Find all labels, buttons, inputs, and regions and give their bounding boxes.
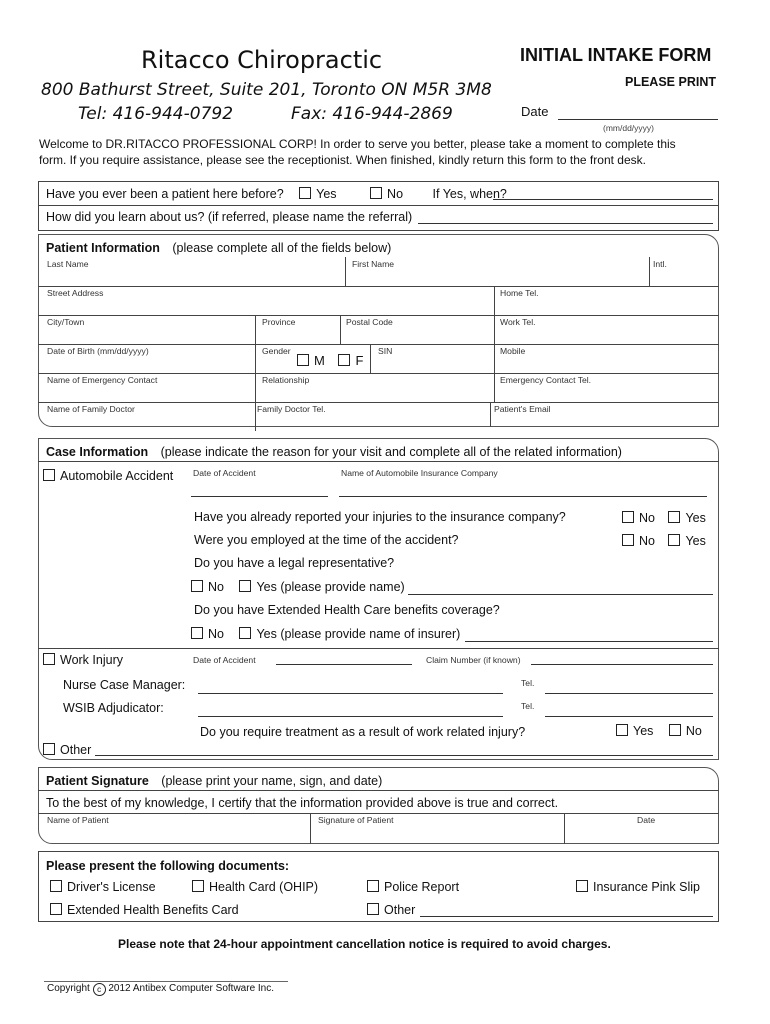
health-card-label: Health Card (OHIP)	[209, 880, 319, 894]
dob-label: Date of Birth (mm/dd/yyyy)	[47, 346, 149, 356]
mobile-label: Mobile	[500, 346, 526, 356]
family-doctor-tel-label: Family Doctor Tel.	[257, 404, 326, 414]
company-tel: Tel: 416-944-0792	[78, 104, 234, 124]
yes-provide-name-label: Yes (please provide name)	[256, 580, 405, 594]
nurse-tel-label: Tel.	[521, 678, 535, 688]
date-label: Date	[521, 104, 549, 119]
reported-yes-checkbox[interactable]	[668, 511, 680, 523]
case-info-heading	[46, 445, 622, 459]
patient-info-title: Patient Information	[46, 241, 160, 255]
intro-row-1	[46, 187, 507, 201]
no-label: No	[208, 627, 224, 641]
doc-other-field[interactable]	[420, 916, 713, 917]
doc-other-checkbox[interactable]	[367, 903, 379, 915]
certify-statement: To the best of my knowledge, I certify that the information provided above is true and correct.	[46, 796, 559, 810]
gender-label: Gender	[262, 346, 291, 356]
copyright-text: 2012 Antibex Computer Software Inc.	[108, 983, 275, 994]
signature-heading	[46, 774, 382, 788]
sin-label: SIN	[378, 346, 393, 356]
date-hint: (mm/dd/yyyy)	[603, 123, 654, 133]
yes-label: Yes	[633, 724, 654, 738]
welcome-line-2: form. If you require assistance, please see the receptionist. When finished, kindly return this form to the front desk.	[39, 153, 646, 167]
patient-signature-label: Signature of Patient	[318, 815, 394, 825]
legal-yes-checkbox[interactable]	[239, 580, 251, 592]
relationship-label: Relationship	[262, 375, 310, 385]
treatment-yes-checkbox[interactable]	[616, 724, 628, 736]
employed-question: Were you employed at the time of the accident?	[194, 533, 459, 547]
previous-patient-yes-checkbox[interactable]	[299, 187, 311, 199]
ehc-no-checkbox[interactable]	[191, 627, 203, 639]
auto-accident-label: Automobile Accident	[60, 469, 174, 483]
ehb-card-label: Extended Health Benefits Card	[67, 903, 239, 917]
previous-visit-date-field[interactable]	[493, 199, 713, 200]
other-checkbox[interactable]	[43, 743, 55, 755]
treatment-options	[616, 724, 702, 738]
police-report-checkbox[interactable]	[367, 880, 379, 892]
health-card-checkbox[interactable]	[192, 880, 204, 892]
doc-police-report	[367, 880, 459, 894]
treatment-no-checkbox[interactable]	[669, 724, 681, 736]
yes-label: Yes	[685, 534, 706, 548]
work-accident-date-field[interactable]	[276, 664, 412, 665]
ehb-card-checkbox[interactable]	[50, 903, 62, 915]
auto-accident-option	[43, 469, 173, 483]
doc-other	[367, 903, 415, 917]
other-option	[43, 743, 91, 757]
yes-label: Yes	[316, 187, 337, 201]
nurse-case-manager-field[interactable]	[198, 693, 503, 694]
claim-number-label: Claim Number (if known)	[426, 655, 521, 665]
auto-accident-checkbox[interactable]	[43, 469, 55, 481]
gender-female-checkbox[interactable]	[338, 354, 350, 366]
company-name: Ritacco Chiropractic	[141, 46, 383, 74]
accident-date-field[interactable]	[191, 496, 328, 497]
pink-slip-label: Insurance Pink Slip	[593, 880, 701, 894]
doc-ehb-card	[50, 903, 239, 917]
welcome-line-1: Welcome to DR.RITACCO PROFESSIONAL CORP! In order to serve you better, please take a moment to complete this	[39, 137, 676, 151]
patient-info-heading	[46, 241, 391, 255]
postal-code-label: Postal Code	[346, 317, 393, 327]
wsib-tel-label: Tel.	[521, 701, 535, 711]
legal-representative-field[interactable]	[408, 594, 713, 595]
company-address: 800 Bathurst Street, Suite 201, Toronto ON M5R 3M8	[41, 80, 492, 100]
province-label: Province	[262, 317, 296, 327]
emergency-contact-label: Name of Emergency Contact	[47, 375, 158, 385]
other-label: Other	[60, 743, 92, 757]
ehc-insurer-field[interactable]	[465, 641, 713, 642]
street-address-label: Street Address	[47, 288, 104, 298]
work-accident-date-label: Date of Accident	[193, 655, 256, 665]
doc-pink-slip	[576, 880, 700, 894]
home-tel-label: Home Tel.	[500, 288, 539, 298]
gender-male-checkbox[interactable]	[297, 354, 309, 366]
no-label: No	[685, 724, 702, 738]
date-field[interactable]	[558, 119, 718, 120]
if-yes-when-label: If Yes, when?	[432, 187, 507, 201]
copyright-symbol-icon: c	[93, 983, 106, 996]
signature-date-label: Date	[637, 815, 656, 825]
referral-question: How did you learn about us? (if referred, please name the referral)	[46, 210, 413, 224]
wsib-tel-field[interactable]	[545, 716, 713, 717]
male-label: M	[314, 353, 325, 368]
employed-options	[622, 534, 706, 548]
doc-drivers-license	[50, 880, 156, 894]
form-title: INITIAL INTAKE FORM	[520, 45, 712, 65]
patient-name-label: Name of Patient	[47, 815, 109, 825]
drivers-license-checkbox[interactable]	[50, 880, 62, 892]
work-injury-label: Work Injury	[60, 653, 123, 667]
legal-question: Do you have a legal representative?	[194, 556, 395, 570]
doc-other-label: Other	[384, 903, 416, 917]
legal-no-checkbox[interactable]	[191, 580, 203, 592]
no-label: No	[639, 511, 655, 525]
no-label: No	[208, 580, 224, 594]
city-label: City/Town	[47, 317, 85, 327]
drivers-license-label: Driver's License	[67, 880, 156, 894]
nurse-case-manager-label: Nurse Case Manager:	[63, 678, 186, 692]
legal-options	[191, 580, 405, 594]
other-reason-field[interactable]	[95, 755, 713, 756]
treatment-question: Do you require treatment as a result of work related injury?	[200, 725, 526, 739]
wsib-adjudicator-field[interactable]	[198, 716, 503, 717]
doc-health-card	[192, 880, 318, 894]
first-name-label: First Name	[352, 259, 395, 269]
copyright-word: Copyright	[47, 983, 90, 994]
patient-email-label: Patient's Email	[494, 404, 551, 414]
please-print: PLEASE PRINT	[625, 75, 716, 89]
ehc-question: Do you have Extended Health Care benefits coverage?	[194, 603, 500, 617]
gender-options	[297, 353, 363, 368]
initial-label: Intl.	[653, 259, 667, 269]
documents-title: Please present the following documents:	[46, 859, 290, 873]
reported-options	[622, 511, 706, 525]
last-name-label: Last Name	[47, 259, 89, 269]
claim-number-field[interactable]	[531, 664, 713, 665]
wsib-adjudicator-label: WSIB Adjudicator:	[63, 701, 164, 715]
reported-question: Have you already reported your injuries to the insurance company?	[194, 510, 566, 524]
copyright-line	[47, 983, 274, 996]
nurse-tel-field[interactable]	[545, 693, 713, 694]
patient-info-subtitle: (please complete all of the fields below)	[172, 241, 392, 255]
previous-patient-no-checkbox[interactable]	[370, 187, 382, 199]
female-label: F	[355, 353, 364, 368]
referral-field[interactable]	[418, 223, 713, 224]
company-fax: Fax: 416-944-2869	[291, 104, 453, 124]
accident-date-label: Date of Accident	[193, 468, 256, 478]
cancellation-notice: Please note that 24-hour appointment cancellation notice is required to avoid charges.	[118, 937, 611, 951]
no-label: No	[639, 534, 655, 548]
insurance-company-field[interactable]	[339, 496, 707, 497]
insurance-company-label: Name of Automobile Insurance Company	[341, 468, 498, 478]
previous-patient-question: Have you ever been a patient here before?	[46, 187, 284, 201]
case-info-subtitle: (please indicate the reason for your visit and complete all of the related information)	[160, 445, 622, 459]
signature-subtitle: (please print your name, sign, and date)	[161, 774, 383, 788]
signature-title: Patient Signature	[46, 774, 149, 788]
ehc-options	[191, 627, 460, 641]
ehc-yes-checkbox[interactable]	[239, 627, 251, 639]
family-doctor-label: Name of Family Doctor	[47, 404, 135, 414]
police-report-label: Police Report	[384, 880, 460, 894]
work-injury-checkbox[interactable]	[43, 653, 55, 665]
reported-no-checkbox[interactable]	[622, 511, 634, 523]
pink-slip-checkbox[interactable]	[576, 880, 588, 892]
no-label: No	[387, 187, 404, 201]
employed-no-checkbox[interactable]	[622, 534, 634, 546]
yes-label: Yes	[685, 511, 706, 525]
yes-provide-insurer-label: Yes (please provide name of insurer)	[256, 627, 461, 641]
employed-yes-checkbox[interactable]	[668, 534, 680, 546]
work-injury-option	[43, 653, 123, 667]
work-tel-label: Work Tel.	[500, 317, 536, 327]
emergency-tel-label: Emergency Contact Tel.	[500, 375, 592, 385]
case-info-title: Case Information	[46, 445, 149, 459]
